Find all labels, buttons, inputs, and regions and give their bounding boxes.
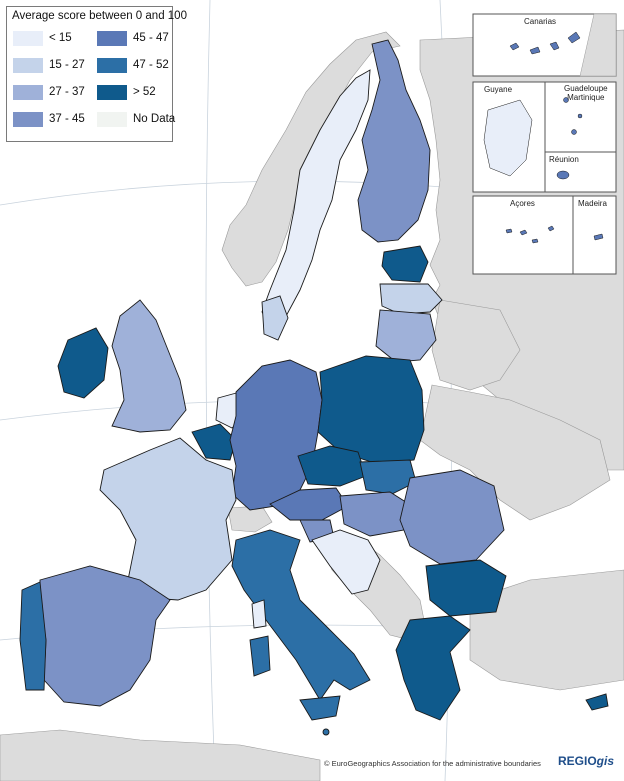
legend-swatch xyxy=(97,112,127,127)
legend-swatch xyxy=(13,58,43,73)
legend-item xyxy=(13,29,93,49)
legend-swatch xyxy=(13,31,43,46)
legend-swatch xyxy=(97,58,127,73)
brand-suffix: gis xyxy=(596,754,615,768)
brand-prefix: REGIO xyxy=(558,754,597,768)
legend-swatch xyxy=(97,85,127,100)
legend-item xyxy=(13,110,93,130)
legend-item xyxy=(13,83,93,103)
legend-title: Average score between 0 and 100 xyxy=(12,10,187,22)
legend-label: 27 - 37 xyxy=(49,86,85,98)
inset-label-guadeloupe-martinique: Guadeloupe Martinique xyxy=(564,84,608,102)
legend-swatch xyxy=(97,31,127,46)
legend-label: 37 - 45 xyxy=(49,113,85,125)
legend-item xyxy=(97,110,177,130)
legend xyxy=(6,6,187,142)
legend-swatch xyxy=(13,85,43,100)
legend-item xyxy=(97,56,177,76)
legend-label: 45 - 47 xyxy=(133,32,169,44)
legend-label: 15 - 27 xyxy=(49,59,85,71)
brand-logo xyxy=(558,754,614,768)
inset-label-guyane: Guyane xyxy=(484,85,513,94)
legend-item xyxy=(97,83,177,103)
legend-label: 47 - 52 xyxy=(133,59,169,71)
legend-swatch xyxy=(13,112,43,127)
legend-label: > 52 xyxy=(133,86,156,98)
copyright-note: © EuroGeographics Association for the administrative boundaries xyxy=(324,759,541,768)
inset-label-madeira: Madeira xyxy=(578,199,607,208)
legend-label: No Data xyxy=(133,113,176,125)
inset-label-reunion: Réunion xyxy=(549,155,579,164)
legend-item xyxy=(97,29,177,49)
legend-item xyxy=(13,56,93,76)
inset-label-acores: Açores xyxy=(510,199,535,208)
inset-label-canarias: Canarias xyxy=(524,17,557,26)
legend-label: < 15 xyxy=(49,32,72,44)
